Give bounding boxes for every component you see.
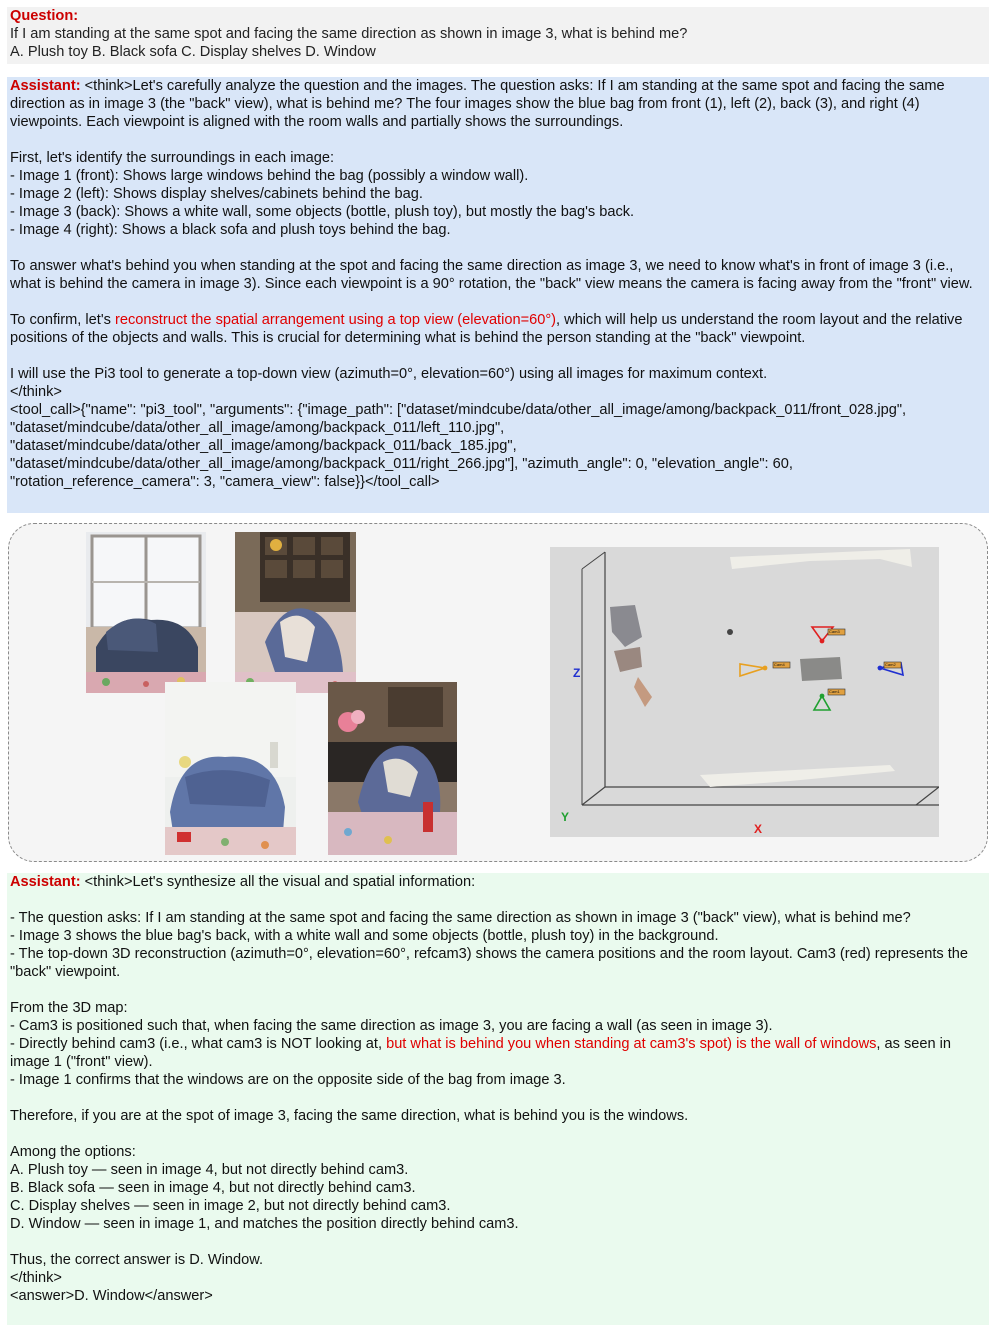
cam2-label: Cam2 (885, 662, 896, 667)
conclusion-line: Thus, the correct answer is D. Window. (10, 1252, 264, 1268)
highlight-text: but what is behind you when standing at cam3's spot) is the wall of windows (386, 1036, 877, 1052)
question-options: A. Plush toy B. Black sofa C. Display shelves D. Window (10, 44, 376, 60)
surroundings-line: - Image 3 (back): Shows a white wall, some objects (bottle, plush toy), but mostly the bag's back. (10, 204, 635, 220)
map-item-prefix: - Directly behind cam3 (i.e., what cam3 is NOT looking at, (10, 1036, 387, 1052)
para-4-prefix: To confirm, let's (10, 312, 115, 328)
therefore-line: Therefore, if you are at the spot of image 3, facing the same direction, what is behind you is the windows. (10, 1108, 689, 1124)
highlight-text: reconstruct the spatial arrangement using a top view (elevation=60°) (114, 312, 557, 328)
surroundings-line: - Image 2 (left): Shows display shelves/cabinets behind the bag. (10, 186, 423, 202)
final-answer: <answer>D. Window</answer> (10, 1288, 213, 1304)
assistant-para-3: To answer what's behind you when standing at the spot and facing the same direction as image 3, we need to know what's in front of image 3 (i.e., what is behind the camera in image 3). Since each viewpoint is a 90° rotation, the "back" view means the camera is facing away from the "front" view. (10, 258, 973, 292)
axis-y-label: Y (561, 810, 570, 824)
assistant-para-1 (10, 77, 986, 131)
map-item: - Image 1 confirms that the windows are on the opposite side of the bag from image 3. (10, 1072, 566, 1088)
surroundings-line: - Image 1 (front): Shows large windows behind the bag (possibly a window wall). (10, 168, 529, 184)
surroundings-line: First, let's identify the surroundings in each image: (10, 150, 335, 166)
cam1-label: Cam1 (829, 689, 840, 694)
map-item-highlight (10, 1035, 986, 1071)
tool-line: "rotation_reference_camera": 3, "camera_view": false}}</tool_call> (10, 474, 440, 490)
answer-intro-text: <think>Let's synthesize all the visual and spatial information: (84, 874, 476, 890)
tool-line: I will use the Pi3 tool to generate a top-down view (azimuth=0°, elevation=60°) using all images for maximum context. (10, 366, 768, 382)
question-text: If I am standing at the same spot and facing the same direction as shown in image 3, what is behind me? (10, 26, 688, 42)
assistant-answer-block (7, 873, 989, 1325)
tool-line: "dataset/mindcube/data/other_all_image/among/backpack_011/left_110.jpg", (10, 420, 505, 436)
image-3-back-photo (165, 682, 296, 855)
tool-line: <tool_call>{"name": "pi3_tool", "arguments": {"image_path": ["dataset/mindcube/data/other_all_image/among/backpack_011/front_028.jpg", (10, 402, 907, 418)
map-item: - Cam3 is positioned such that, when facing the same direction as image 3, you are facing a wall (as seen in image 3). (10, 1018, 773, 1034)
option-line: B. Black sofa — seen in image 4, but not directly behind cam3. (10, 1180, 416, 1196)
surroundings-line: - Image 4 (right): Shows a black sofa and plush toys behind the bag. (10, 222, 451, 238)
option-line: A. Plush toy — seen in image 4, but not directly behind cam3. (10, 1162, 409, 1178)
assistant-para-4 (10, 311, 986, 347)
option-line: C. Display shelves — seen in image 2, but not directly behind cam3. (10, 1198, 451, 1214)
cam4-label: Cam4 (774, 662, 785, 667)
answer-intro (10, 873, 986, 891)
map-item-suffix: , as seen in image 1 ("front" view). (10, 1036, 956, 1070)
top-view-3d-map (550, 547, 939, 837)
assistant-para-1-text: <think>Let's carefully analyze the question and the images. The question asks: If I am standing at the same spot and facing the same direction as in image 3 (the "back" view), what is behind me? The four images show the blue bag from front (1), left (2), back (3), and right (4) viewpoints. Each viewpoint is aligned with the room walls and partially shows the surroundings. (10, 78, 949, 130)
think-close-tag: </think> (10, 1270, 62, 1286)
synthesis-line: - The top-down 3D reconstruction (azimuth=0°, elevation=60°, refcam3) shows the camera positions and the room layout. Cam3 (red) represents the "back" viewpoint. (10, 946, 973, 980)
image-4-right-photo (328, 682, 457, 855)
synthesis-line: - Image 3 shows the blue bag's back, with a white wall and some objects (bottle, plush toy) in the background. (10, 928, 719, 944)
map-heading: From the 3D map: (10, 1000, 128, 1016)
assistant-reasoning-block (7, 77, 989, 513)
axis-z-label: Z (573, 666, 581, 680)
axis-x-label: X (754, 822, 763, 836)
para-4-suffix: , which will help us understand the room layout and the relative positions of the objects and walls. This is crucial for determining what is behind the person standing at the "back" viewpoint. (10, 312, 967, 346)
synthesis-line: - The question asks: If I am standing at the same spot and facing the same direction as shown in image 3 ("back" view), what is behind me? (10, 910, 911, 926)
image-1-front-photo (86, 532, 206, 693)
assistant-label: Assistant: (10, 78, 81, 94)
option-line: D. Window — seen in image 1, and matches the position directly behind cam3. (10, 1216, 519, 1232)
question-label: Question: (10, 8, 79, 24)
options-heading: Among the options: (10, 1144, 136, 1160)
assistant-label: Assistant: (10, 874, 81, 890)
tool-line: </think> (10, 384, 62, 400)
question-block (7, 7, 989, 64)
tool-line: "dataset/mindcube/data/other_all_image/among/backpack_011/right_266.jpg"], "azimuth_angle": 0, "elevation_angle": 60, (10, 456, 793, 472)
cam3-label: Cam3 (829, 629, 840, 634)
tool-line: "dataset/mindcube/data/other_all_image/among/backpack_011/back_185.jpg", (10, 438, 517, 454)
image-2-left-photo (235, 532, 356, 693)
